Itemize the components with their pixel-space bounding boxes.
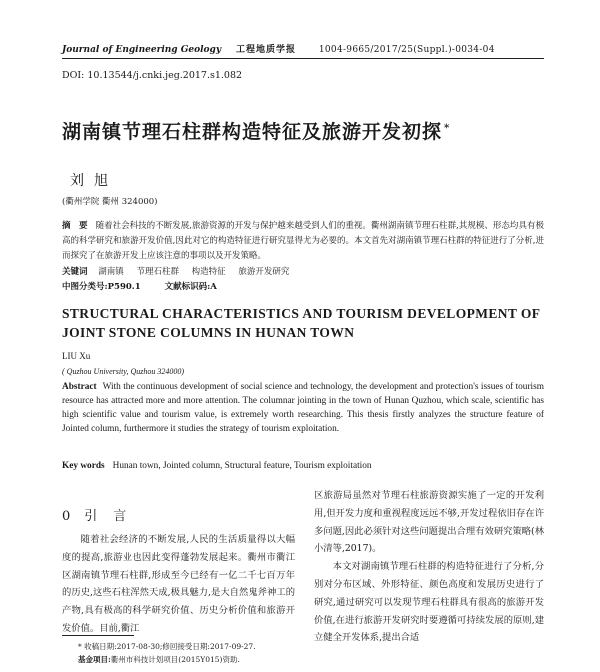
section-heading [62, 505, 142, 524]
keyword: 旅游开发研究 [238, 267, 290, 277]
abstract-en-label: Abstract [62, 382, 97, 392]
footnote-received: * 收稿日期:2017-08-30;修回接受日期:2017-09-27. [78, 642, 256, 651]
keyword: 湖南镇 [98, 267, 124, 277]
keyword: 节理石柱群 [136, 267, 179, 277]
keywords-cn [62, 265, 299, 277]
abstract-en [62, 380, 544, 436]
title-footnote-mark: * [444, 122, 451, 134]
paragraph: 本文对湖南镇节理石柱群的构造特征进行了分析,分别对分布区域、外形特征、颜色高度和发展历史进行了研究,通过研究可以发现节理石柱群具有很高的旅游开发价值,在进行旅游开发研究时要遵循可持续发展的原则,建立健全开发体系,提出合适 [314, 561, 544, 644]
keywords-en [62, 461, 372, 471]
paper-title [62, 117, 450, 144]
footnote-rule [62, 635, 134, 636]
body-column-left [62, 531, 295, 638]
footnote-fund [78, 654, 240, 665]
paragraph: 区旅游局虽然对节理石柱旅游资源实施了一定的开发利用,但开发力度和重视程度远远不够,开发过程依旧存在许多问题,因此必须针对这些问题提出合理有效研究策略(林小清等,2017)。 [314, 490, 544, 555]
fund-text: 衢州市科技计划项目(2015Y015)资助. [110, 655, 240, 664]
keywords-label: 关键词 [62, 267, 88, 277]
journal-name-cn: 工程地质学报 [235, 45, 296, 55]
doi: DOI: 10.13544/j.cnki.jeg.2017.s1.082 [62, 70, 243, 81]
english-title: STRUCTURAL CHARACTERISTICS AND TOURISM DEVELOPMENT OF JOINT STONE COLUMNS IN HUNAN TOWN [62, 306, 540, 340]
affiliation: (衢州学院 衢州 324000) [62, 197, 158, 207]
header-rule [62, 58, 544, 59]
clc-number: 中图分类号:P590.1 [62, 282, 141, 292]
classification [62, 280, 217, 292]
fund-label: 基金项目: [78, 655, 111, 664]
document-code: 文献标识码:A [164, 282, 217, 292]
english-affiliation: ( Quzhou University, Quzhou 324000) [62, 367, 184, 376]
paragraph: 随着社会经济的不断发展,人民的生活质量得以大幅度的提高,旅游业也因此变得蓬勃发展起来。衢州市衢江区湖南镇节理石柱群,形成至今已经有一亿二千七百万年的历史,这些石柱浑然天成,极具魅力,是大自然鬼斧神工的产物,具有极高的科学研究价值、历史分析价值和旅游开发价值。目前,衢江 [62, 534, 295, 634]
keyword: 构造特征 [191, 267, 226, 277]
keywords-en-label: Key words [62, 461, 105, 471]
paper-title-text: 湖南镇节理石柱群构造特征及旅游开发初探 [62, 121, 443, 143]
journal-code: 1004-9665/2017/25(Suppl.)-0034-04 [318, 45, 495, 55]
abstract-label: 摘 要 [62, 221, 88, 231]
abstract-en-text: With the continuous development of social science and technology, the development and protection's issues of tourism resource has attracted more and more attention. The columnar jointing in the town of Hunan Quzhou, which scale, scientific has high scientific value and tourism value, is extremely worth researching. This thesis firstly analyzes the structure feature of Jointed column, furthermore it studies the strategy of tourism exploitation. [62, 382, 544, 434]
abstract-text: 随着社会科技的不断发展,旅游资源的开发与保护越来越受到人们的重视。衢州湖南镇节理石柱群,其规模、形态均具有极高的科学研究和旅游开发价值,因此对它的构造特征进行研究显得尤为必要的。本文首先对湖南镇节理石柱群的特征进行了分析,进而探究了在旅游开发上应该注意的事项以及开发策略。 [62, 221, 544, 261]
section-title: 引言 [84, 509, 143, 524]
author: 刘旭 [70, 173, 118, 189]
journal-header [62, 42, 544, 55]
body-column-right [314, 487, 544, 647]
keywords-en-text: Hunan town, Jointed column, Structural feature, Tourism exploitation [112, 461, 372, 471]
english-author: LIU Xu [62, 351, 91, 361]
abstract-cn [62, 219, 544, 264]
journal-name: Journal of Engineering Geology [62, 45, 222, 55]
section-number: 0 [62, 509, 71, 524]
